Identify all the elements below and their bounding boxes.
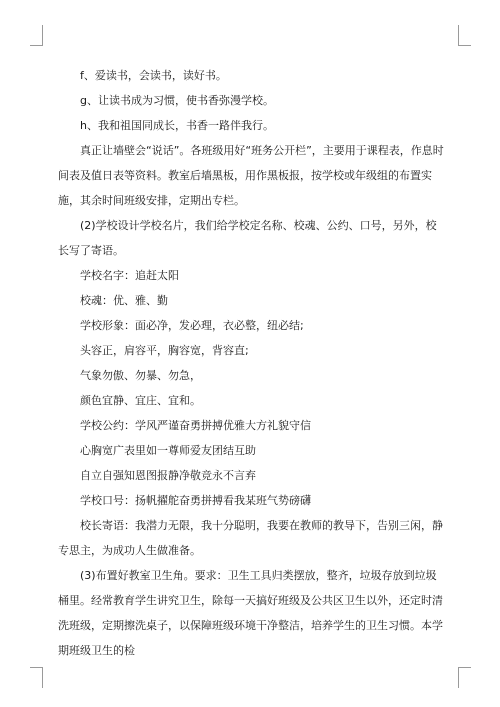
school-slogan: 学校口号：扬帆擢舵奋勇拼搏看我某班气势磅礴 [80,494,311,507]
document-body [58,63,444,663]
school-image-4: 颜色宜静、宜庄、宜和。 [80,394,201,407]
paragraph-school-card: (2)学校设计学校名片，我们给学校定名称、校魂、公约、口号，另外，校长写了寄语。 [58,219,437,257]
school-image-2: 头容正，肩容平，胸容宽，背容直; [80,344,249,357]
crop-mark-top-left [30,25,43,46]
school-convention-3: 自立自强知恩图报静净敬竞永不言弃 [80,469,256,482]
list-item-h: h、我和祖国同成长，书香一路伴我行。 [80,119,274,132]
list-item-g: g、让读书成为习惯，使书香弥漫学校。 [80,94,274,107]
list-item-f: f、爱读书，会读书，读好书。 [80,69,227,82]
school-convention-2: 心胸宽广表里如一尊师爱友团结互助 [80,444,256,457]
school-soul: 校魂：优、雅、勤 [80,294,168,307]
school-image-1: 学校形象：面必净，发必理，衣必整，纽必结; [80,319,304,332]
paragraph-hygiene: (3)布置好教室卫生角。要求：卫生工具归类摆放，整齐，垃圾存放到垃圾桶里。经常教育学生讲究卫生，除每一天搞好班级及公共区卫生以外，还定时清洗班级，定期擦洗桌子，以保障班级环境干净整洁，培养学生的卫生习惯。本学期班级卫生的检 [58,569,443,657]
principal-message: 校长寄语：我潜力无限，我十分聪明，我要在教师的教导下，告别三闲，静专思主，为成功人生做准备。 [58,519,443,557]
crop-mark-bottom-right [458,667,471,688]
school-name: 学校名字：追赶太阳 [80,269,179,282]
school-convention-1: 学校公约：学风严谨奋勇拼搏优雅大方礼貌守信 [80,419,311,432]
paragraph-wall: 真正让墙壁会“说话”。各班级用好“班务公开栏”，主要用于课程表，作息时间表及值日表等资料。教室后墙黑板，用作黑板报，按学校或年级组的布置实施，其余时间班级安排，定期出专栏。 [58,144,444,207]
crop-mark-bottom-left [30,667,43,688]
school-image-3: 气象勿傲、勿暴、勿急， [80,369,201,382]
crop-mark-top-right [458,25,471,46]
